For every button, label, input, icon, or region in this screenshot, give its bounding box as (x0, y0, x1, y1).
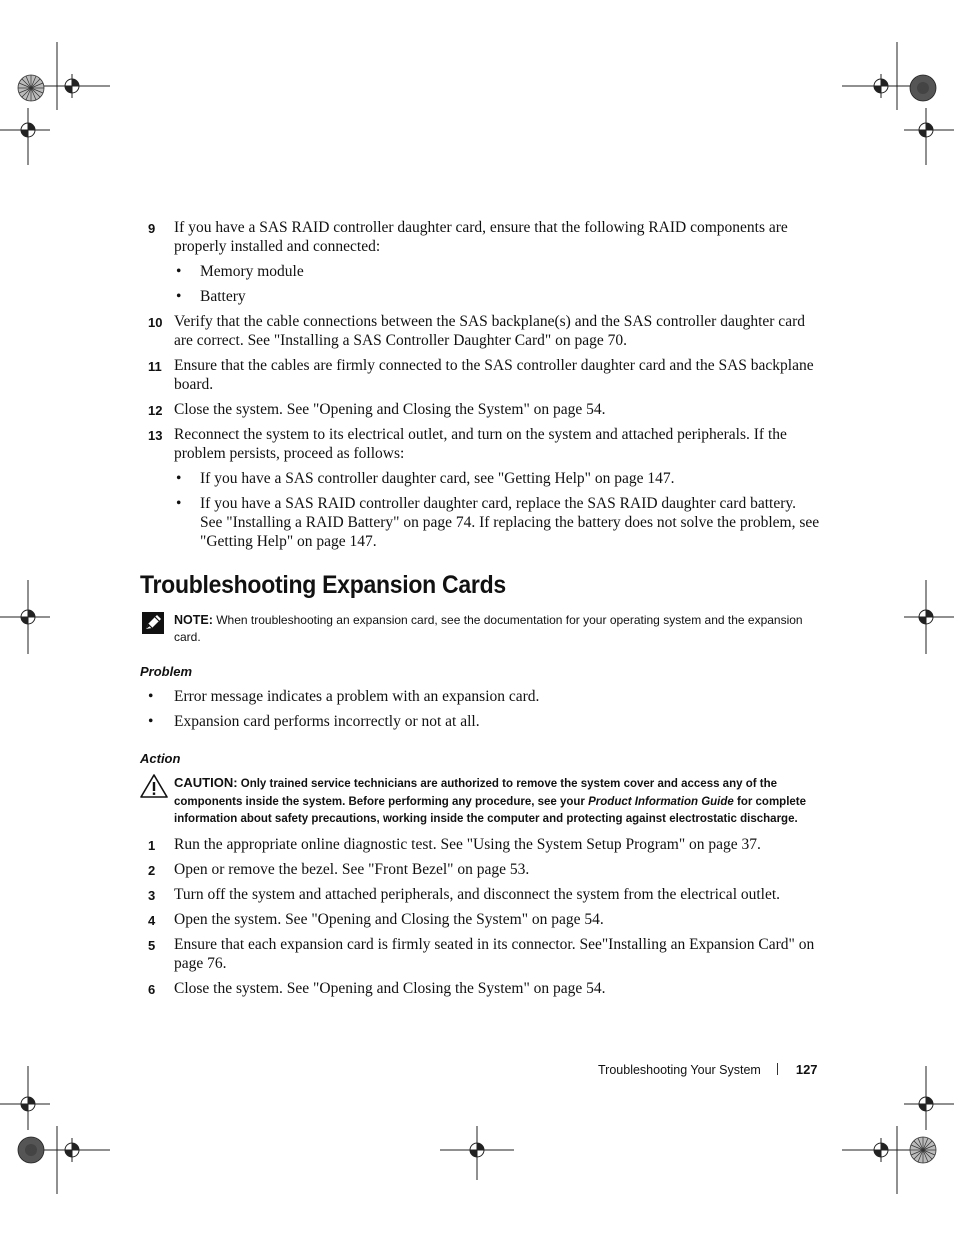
list-item (174, 469, 820, 488)
problem-heading: Problem (140, 664, 193, 679)
step-text: If you have a SAS RAID controller daughter card, ensure that the following RAID components are properly installed and connected: (174, 219, 788, 255)
action-step-4 (140, 910, 820, 929)
step-number: 9 (148, 221, 156, 236)
problem-list (140, 687, 820, 731)
action-step-1 (140, 835, 820, 854)
bullet-icon: • (176, 495, 182, 512)
step-number: 5 (148, 937, 156, 953)
step-number: 3 (148, 887, 156, 903)
step-text: Run the appropriate online diagnostic test. See "Using the System Setup Program" on page 37. (174, 835, 761, 853)
step-9 (140, 218, 820, 306)
step-text: Turn off the system and attached peripherals, and disconnect the system from the electrical outlet. (174, 885, 781, 903)
section-title: Troubleshooting Expansion Cards (140, 571, 506, 599)
step-number: 4 (148, 912, 156, 928)
step-text: Close the system. See "Opening and Closing the System" on page 54. (174, 979, 606, 997)
bullet-icon: • (148, 713, 154, 730)
step-number: 1 (148, 837, 156, 853)
list-item-text: Battery (200, 288, 246, 305)
step-text: Open or remove the bezel. See "Front Bezel" on page 53. (174, 860, 530, 878)
pencil-note-icon (142, 612, 164, 639)
note-box (140, 612, 820, 646)
step-13-sublist (174, 469, 820, 551)
list-item (174, 494, 820, 551)
action-step-3 (140, 885, 820, 904)
step-10 (140, 312, 820, 350)
step-11 (140, 356, 820, 394)
step-text: Ensure that each expansion card is firmly seated in its connector. See"Installing an Expansion Card" on page 76. (174, 935, 815, 972)
bullet-icon: • (176, 470, 182, 487)
footer-divider (777, 1063, 778, 1075)
list-item (140, 687, 820, 706)
step-number: 6 (148, 981, 156, 997)
step-13 (140, 425, 820, 551)
caution-text-before: Only trained service technicians are authorized to remove the system cover and access any of the components inside the system. Before performing any procedure, see your (174, 778, 777, 808)
caution-text-after: for complete information about safety precautions, working inside the computer and protecting against electrostatic discharge. (174, 795, 807, 825)
bullet-icon: • (176, 263, 182, 280)
guide-title: Product Information Guide (588, 795, 734, 808)
list-item (174, 262, 820, 281)
step-number: 2 (148, 862, 156, 878)
bullet-icon: • (148, 688, 154, 705)
list-item-text: If you have a SAS RAID controller daughter card, replace the SAS RAID daughter card battery. See "Installing a RAID Battery" on page 74. If replacing the battery does not solve the problem, see "Getting Help" on page 147. (200, 495, 820, 550)
action-step-6 (140, 979, 820, 998)
step-text: Ensure that the cables are firmly connected to the SAS controller daughter card and the SAS backplane board. (174, 357, 814, 393)
step-text: Reconnect the system to its electrical outlet, and turn on the system and attached peripherals. If the problem persists, proceed as follows: (174, 426, 787, 462)
step-9-sublist (174, 262, 820, 306)
step-12 (140, 400, 820, 419)
note-text: When troubleshooting an expansion card, see the documentation for your operating system and the expansion card. (174, 613, 803, 644)
step-text: Open the system. See "Opening and Closing the System" on page 54. (174, 910, 604, 928)
caution-label: CAUTION: (174, 775, 238, 790)
note-label: NOTE: (174, 613, 213, 627)
page-number: 127 (795, 1062, 818, 1077)
action-step-2 (140, 860, 820, 879)
page-content (140, 218, 820, 1004)
list-item-text: Expansion card performs incorrectly or not at all. (174, 713, 480, 730)
steps-action (140, 835, 820, 998)
step-text: Close the system. See "Opening and Closing the System" on page 54. (174, 401, 606, 418)
list-item-text: Error message indicates a problem with an expansion card. (174, 688, 540, 705)
list-item-text: If you have a SAS controller daughter card, see "Getting Help" on page 147. (200, 470, 675, 487)
page-footer (598, 1062, 818, 1077)
action-heading: Action (140, 751, 181, 766)
warning-triangle-icon (140, 774, 168, 805)
step-number: 11 (148, 359, 162, 374)
step-number: 12 (148, 403, 163, 418)
bullet-icon: • (176, 288, 182, 305)
list-item (174, 287, 820, 306)
step-number: 10 (148, 315, 163, 330)
caution-box (140, 774, 820, 829)
step-number: 13 (148, 428, 163, 443)
step-text: Verify that the cable connections between the SAS backplane(s) and the SAS controller daughter card are correct. See "Installing a SAS Controller Daughter Card" on page 70. (174, 313, 805, 349)
footer-section-title: Troubleshooting Your System (598, 1063, 761, 1077)
action-step-5 (140, 935, 820, 973)
list-item (140, 712, 820, 731)
list-item-text: Memory module (200, 263, 304, 280)
steps-top (140, 218, 820, 551)
